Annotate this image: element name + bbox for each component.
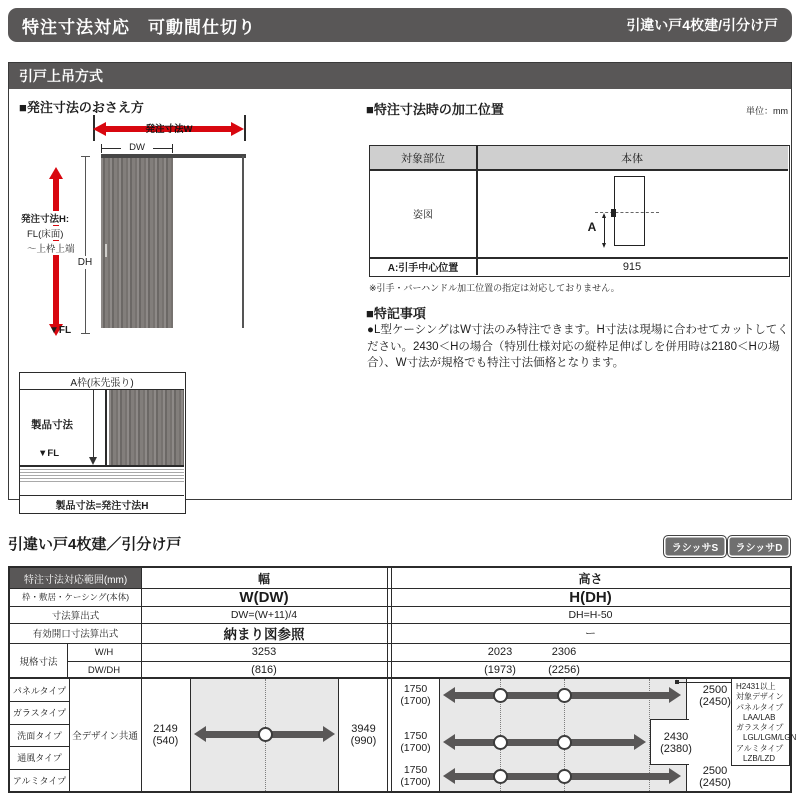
spec-table (8, 566, 797, 793)
figure-handle (611, 209, 616, 217)
machining-a-row-value: 915 (622, 260, 642, 273)
legend-line-2: 対象デザイン (736, 692, 784, 702)
spec-wh-label: W/H (94, 646, 114, 658)
a-frame-diagram (19, 372, 186, 514)
width-min-value: 2149 (153, 722, 178, 735)
legend-line-1: H2431以上 (736, 682, 776, 691)
tab-lixil-s[interactable]: ラシッサS (663, 535, 727, 558)
product-dim-arrowhead (89, 457, 97, 465)
spec-hline-2 (10, 606, 790, 607)
legend-line-6: LGL/LGM/LGN (743, 733, 797, 743)
section-header: 引戸上吊方式 (9, 63, 791, 89)
height-marker-1b (557, 688, 572, 703)
a-frame-header: A枠(床先張り) (20, 373, 184, 390)
spec-formula-h: DH=H-50 (568, 608, 613, 621)
legend-line-3: パネルタイプ (736, 702, 784, 712)
dw-label: DW (121, 141, 153, 154)
h2-min-sub: (1700) (400, 742, 431, 754)
spec-opening-label: 有効開口寸法算出式 (32, 629, 119, 640)
h2-max-value: 2430 (663, 730, 689, 743)
type-row-panel: パネルタイプ (12, 685, 67, 696)
h2-max-sub: (2380) (660, 743, 692, 755)
spec-vline-standard (67, 643, 68, 679)
spec-dwdh-h2: (2256) (548, 664, 580, 676)
machining-col-part: 対象部位 (401, 152, 445, 165)
dh-dim-line (85, 156, 86, 334)
spec-hline-4 (10, 643, 790, 644)
spec-dwdh-h1: (1973) (484, 664, 516, 676)
h3-max-value: 2500 (702, 764, 728, 777)
dw-tick-right (172, 144, 173, 153)
figure-door-outline (614, 176, 645, 246)
height-marker-2b (557, 735, 572, 750)
machining-figure (476, 169, 788, 257)
machining-a-row-label: A:引手中心位置 (387, 263, 459, 274)
spec-formula-w: DW=(W+11)/4 (230, 608, 298, 621)
section-box (8, 62, 792, 512)
width-max-sub: (990) (350, 735, 377, 747)
spec-wh-h1: 2023 (487, 646, 513, 658)
spec-frame-label: 枠・敷居・ケーシング(本体) (21, 592, 130, 602)
spec-height-header: 高さ (578, 571, 603, 586)
spec-hline-1 (10, 588, 790, 589)
spec-wh-w: 3253 (251, 646, 277, 658)
page-header (8, 8, 792, 42)
h3-max-sub: (2450) (699, 777, 731, 789)
height-marker-3b (557, 769, 572, 784)
machining-figure-label: 姿図 (413, 210, 433, 221)
spec-formula-label: 寸法算出式 (51, 610, 100, 622)
height-marker-3a (493, 769, 508, 784)
dw-tick-left (101, 144, 102, 153)
unit-label: 単位：mm (746, 106, 788, 116)
product-dim-label: 製品寸法 (31, 419, 73, 431)
width-range-min (141, 679, 190, 791)
order-height-label-2: FL(床面) (25, 226, 65, 240)
type-row-aluminum: アルミタイプ (12, 775, 67, 786)
type-row-glass: ガラスタイプ (12, 708, 67, 718)
dh-label: DH (73, 256, 97, 269)
h2-min-value: 1750 (403, 730, 428, 743)
height-range-3-min (392, 766, 439, 788)
fl-marker: ▼FL (49, 325, 72, 336)
height-range-1-min (392, 685, 439, 707)
floor-hatch (20, 467, 184, 483)
legend-line-7: アルミタイプ (736, 743, 784, 753)
height-range-arrow-2 (455, 739, 634, 746)
spec-dwdh-w: (816) (251, 664, 277, 676)
machining-table (369, 145, 790, 277)
section-content (9, 89, 791, 512)
width-range-max (339, 679, 388, 791)
machining-title: ■特注寸法時の加工位置 (366, 102, 504, 117)
door-handle-mark (105, 244, 107, 257)
notes-title: ■特記事項 (366, 306, 426, 321)
a-frame-jamb-line (105, 390, 107, 465)
bottom-title: 引違い戸4枚建／引分け戸 (8, 536, 182, 553)
width-max-value: 3949 (351, 722, 376, 735)
w-tick-right (244, 115, 246, 141)
height-range-3-max (689, 766, 741, 788)
h1-max-sub: (2450) (699, 696, 731, 708)
spec-wh-h2: 2306 (551, 646, 577, 658)
legend-line-8: LZB/LZD (743, 754, 776, 764)
height-marker-1a (493, 688, 508, 703)
height-marker-2a (493, 735, 508, 750)
page-subtitle: 引違い戸4枚建/引分け戸 (626, 17, 778, 33)
h3-min-value: 1750 (403, 764, 428, 777)
a-frame-caption: 製品寸法=発注寸法H (20, 495, 184, 512)
dh-tick-bottom (81, 333, 90, 334)
spec-dwdh-label: DW/DH (87, 664, 121, 676)
wall-edge-line (242, 156, 244, 328)
legend-line-5: ガラスタイプ (736, 723, 784, 733)
tab-lixil-d[interactable]: ラシッサD (727, 535, 791, 558)
a-frame-door (109, 390, 184, 465)
width-range-marker (258, 727, 273, 742)
height-range-2-min (392, 732, 439, 754)
spec-frame-w: W(DW) (239, 588, 289, 606)
figure-a-dim-line (604, 215, 605, 245)
figure-a-arrow-up (602, 213, 606, 218)
figure-a-arrow-down (602, 243, 606, 248)
spec-opening-w: 納まり図参照 (223, 627, 305, 642)
spec-hline-5 (67, 661, 790, 662)
notes-bullet: ●L型ケーシングはW寸法のみ特注できます。H寸法は現場に合わせてカットしてください。2430＜Hの場合（特別仕様対応の縦枠足伸ばしを併用時は2180＜Hの場合）、W寸法が規格でも特注寸法価格となります。 (367, 324, 789, 370)
design-legend-box (731, 678, 797, 766)
width-min-sub: (540) (152, 735, 179, 747)
spec-width-header: 幅 (257, 571, 270, 586)
order-height-label-3: ～上枠上端 (25, 241, 77, 255)
h1-max-value: 2500 (702, 683, 728, 696)
type-row-washroom: 洗面タイプ (17, 730, 62, 741)
spec-frame-h: H(DH) (569, 588, 612, 606)
spec-standard-label: 規格寸法 (19, 657, 58, 668)
height-range-2-max (652, 732, 700, 754)
dh-tick-top (81, 156, 90, 157)
leader-line (678, 682, 731, 683)
type-row-ventilation: 通風タイプ (17, 753, 62, 763)
door-panel (101, 158, 173, 328)
h1-min-value: 1750 (403, 683, 428, 696)
spec-opening-h: ー (585, 628, 596, 640)
order-height-label-1: 発注寸法H: (19, 211, 71, 225)
page-title: 特注寸法対応 可動間仕切り (22, 17, 256, 37)
product-dim-line (93, 390, 94, 463)
spec-range-label: 特注寸法対応範囲(mm) (10, 568, 141, 588)
spec-hline-3 (10, 623, 790, 624)
legend-line-4: LAA/LAB (743, 712, 776, 722)
common-design-label: 全デザイン共通 (72, 731, 138, 742)
machining-note: ※引手・バーハンドル加工位置の指定は対応しておりません。 (369, 283, 620, 293)
machining-col-body: 本体 (621, 152, 643, 165)
a-frame-fl-marker: ▼FL (38, 448, 60, 459)
figure-a-label: A (587, 220, 597, 234)
h3-min-sub: (1700) (400, 776, 431, 788)
spec-vline-divider-b (391, 568, 392, 791)
h1-min-sub: (1700) (400, 695, 431, 707)
order-diagram-title: ■発注寸法のおさえ方 (19, 100, 144, 115)
order-width-arrow-label: 発注寸法W (145, 124, 193, 135)
